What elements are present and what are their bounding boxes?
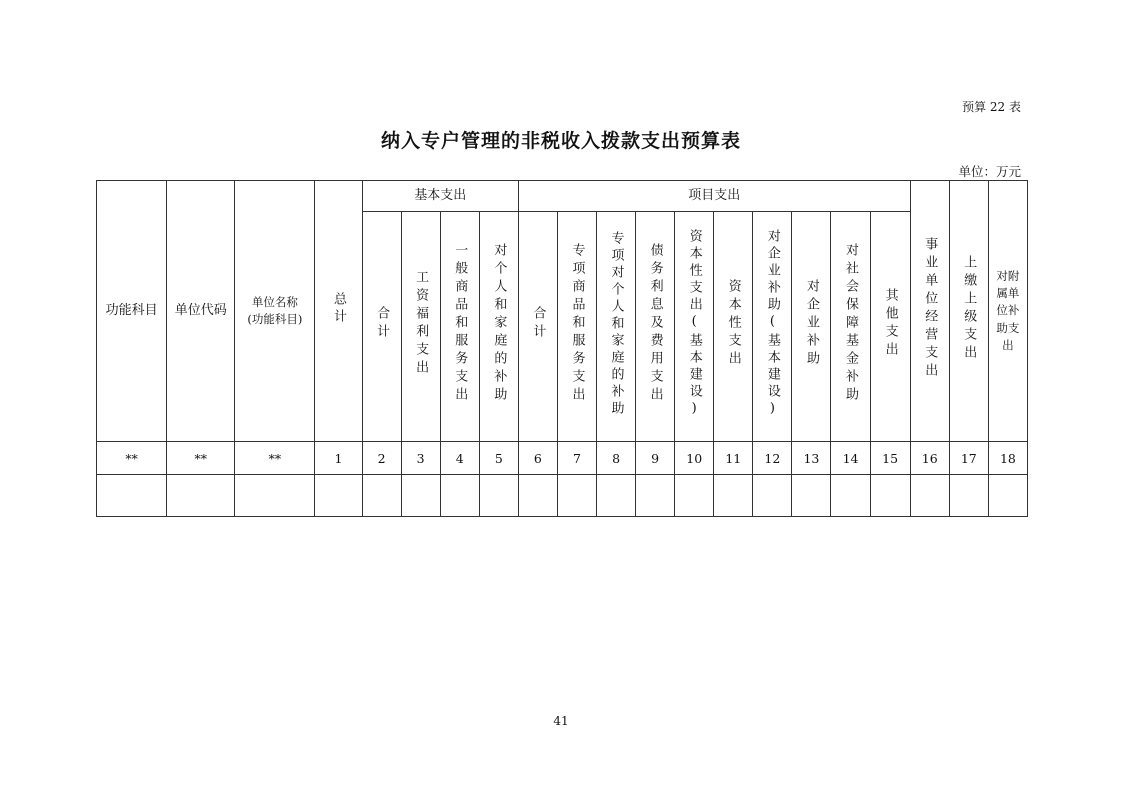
code-cell: ** bbox=[97, 442, 167, 475]
data-cell bbox=[97, 475, 167, 517]
unit-label: 单位：万元 bbox=[958, 164, 1021, 179]
code-cell: 5 bbox=[479, 442, 518, 475]
data-cell bbox=[988, 475, 1027, 517]
code-cell: ** bbox=[167, 442, 235, 475]
header-goods-services: 一般商品和服务支出 bbox=[440, 212, 479, 442]
form-number: 预算 22 表 bbox=[962, 100, 1021, 114]
code-cell: 11 bbox=[714, 442, 753, 475]
header-unit-name: 单位名称 (功能科目) bbox=[235, 181, 315, 442]
data-cell bbox=[949, 475, 988, 517]
data-cell bbox=[753, 475, 792, 517]
data-cell bbox=[518, 475, 557, 517]
data-cell bbox=[557, 475, 596, 517]
code-cell: 13 bbox=[792, 442, 831, 475]
header-project-group: 项目支出 bbox=[518, 181, 910, 212]
header-enterprise-basic: 对企业补助(基本建设) bbox=[753, 212, 792, 442]
header-other: 其他支出 bbox=[870, 212, 910, 442]
data-cell bbox=[167, 475, 235, 517]
header-basic-total: 合计 bbox=[362, 212, 401, 442]
code-cell: 8 bbox=[597, 442, 636, 475]
code-cell: 14 bbox=[831, 442, 870, 475]
data-cell bbox=[636, 475, 675, 517]
budget-table bbox=[96, 180, 1028, 517]
header-project-total: 合计 bbox=[518, 212, 557, 442]
header-special-goods: 专项商品和服务支出 bbox=[557, 212, 596, 442]
header-total: 总计 bbox=[315, 181, 362, 442]
code-cell: ** bbox=[235, 442, 315, 475]
code-cell: 9 bbox=[636, 442, 675, 475]
code-cell: 10 bbox=[675, 442, 714, 475]
code-cell: 16 bbox=[910, 442, 949, 475]
header-debt-interest: 债务利息及费用支出 bbox=[636, 212, 675, 442]
code-cell: 12 bbox=[753, 442, 792, 475]
code-row bbox=[97, 442, 1028, 475]
data-cell bbox=[401, 475, 440, 517]
header-enterprise: 对企业补助 bbox=[792, 212, 831, 442]
code-cell: 1 bbox=[315, 442, 362, 475]
header-capital-basic: 资本性支出(基本建设) bbox=[675, 212, 714, 442]
header-special-personal: 专项对个人和家庭的补助 bbox=[597, 212, 636, 442]
page-number: 41 bbox=[553, 714, 569, 728]
header-wage-welfare: 工资福利支出 bbox=[401, 212, 440, 442]
data-cell bbox=[440, 475, 479, 517]
data-cell bbox=[597, 475, 636, 517]
code-cell: 3 bbox=[401, 442, 440, 475]
data-cell bbox=[235, 475, 315, 517]
data-cell bbox=[910, 475, 949, 517]
data-cell bbox=[831, 475, 870, 517]
data-cell bbox=[870, 475, 910, 517]
header-affiliated: 对附 属单 位补 助支 出 bbox=[988, 181, 1027, 442]
data-cell bbox=[675, 475, 714, 517]
code-cell: 15 bbox=[870, 442, 910, 475]
data-cell bbox=[315, 475, 362, 517]
code-cell: 6 bbox=[518, 442, 557, 475]
data-cell bbox=[714, 475, 753, 517]
header-row-groups bbox=[97, 181, 1028, 212]
code-cell: 4 bbox=[440, 442, 479, 475]
data-cell bbox=[362, 475, 401, 517]
code-cell: 2 bbox=[362, 442, 401, 475]
header-basic-group: 基本支出 bbox=[362, 181, 518, 212]
data-row-empty bbox=[97, 475, 1028, 517]
data-cell bbox=[792, 475, 831, 517]
data-cell bbox=[479, 475, 518, 517]
header-unit-code: 单位代码 bbox=[167, 181, 235, 442]
code-cell: 18 bbox=[988, 442, 1027, 475]
header-upper-payment: 上缴上级支出 bbox=[949, 181, 988, 442]
header-func-subject: 功能科目 bbox=[97, 181, 167, 442]
header-social-security: 对社会保障基金补助 bbox=[831, 212, 870, 442]
page-title: 纳入专户管理的非税收入拨款支出预算表 bbox=[380, 130, 741, 152]
header-capital: 资本性支出 bbox=[714, 212, 753, 442]
header-personal-family: 对个人和家庭的补助 bbox=[479, 212, 518, 442]
header-business-ops: 事业单位经营支出 bbox=[910, 181, 949, 442]
code-cell: 17 bbox=[949, 442, 988, 475]
code-cell: 7 bbox=[557, 442, 596, 475]
